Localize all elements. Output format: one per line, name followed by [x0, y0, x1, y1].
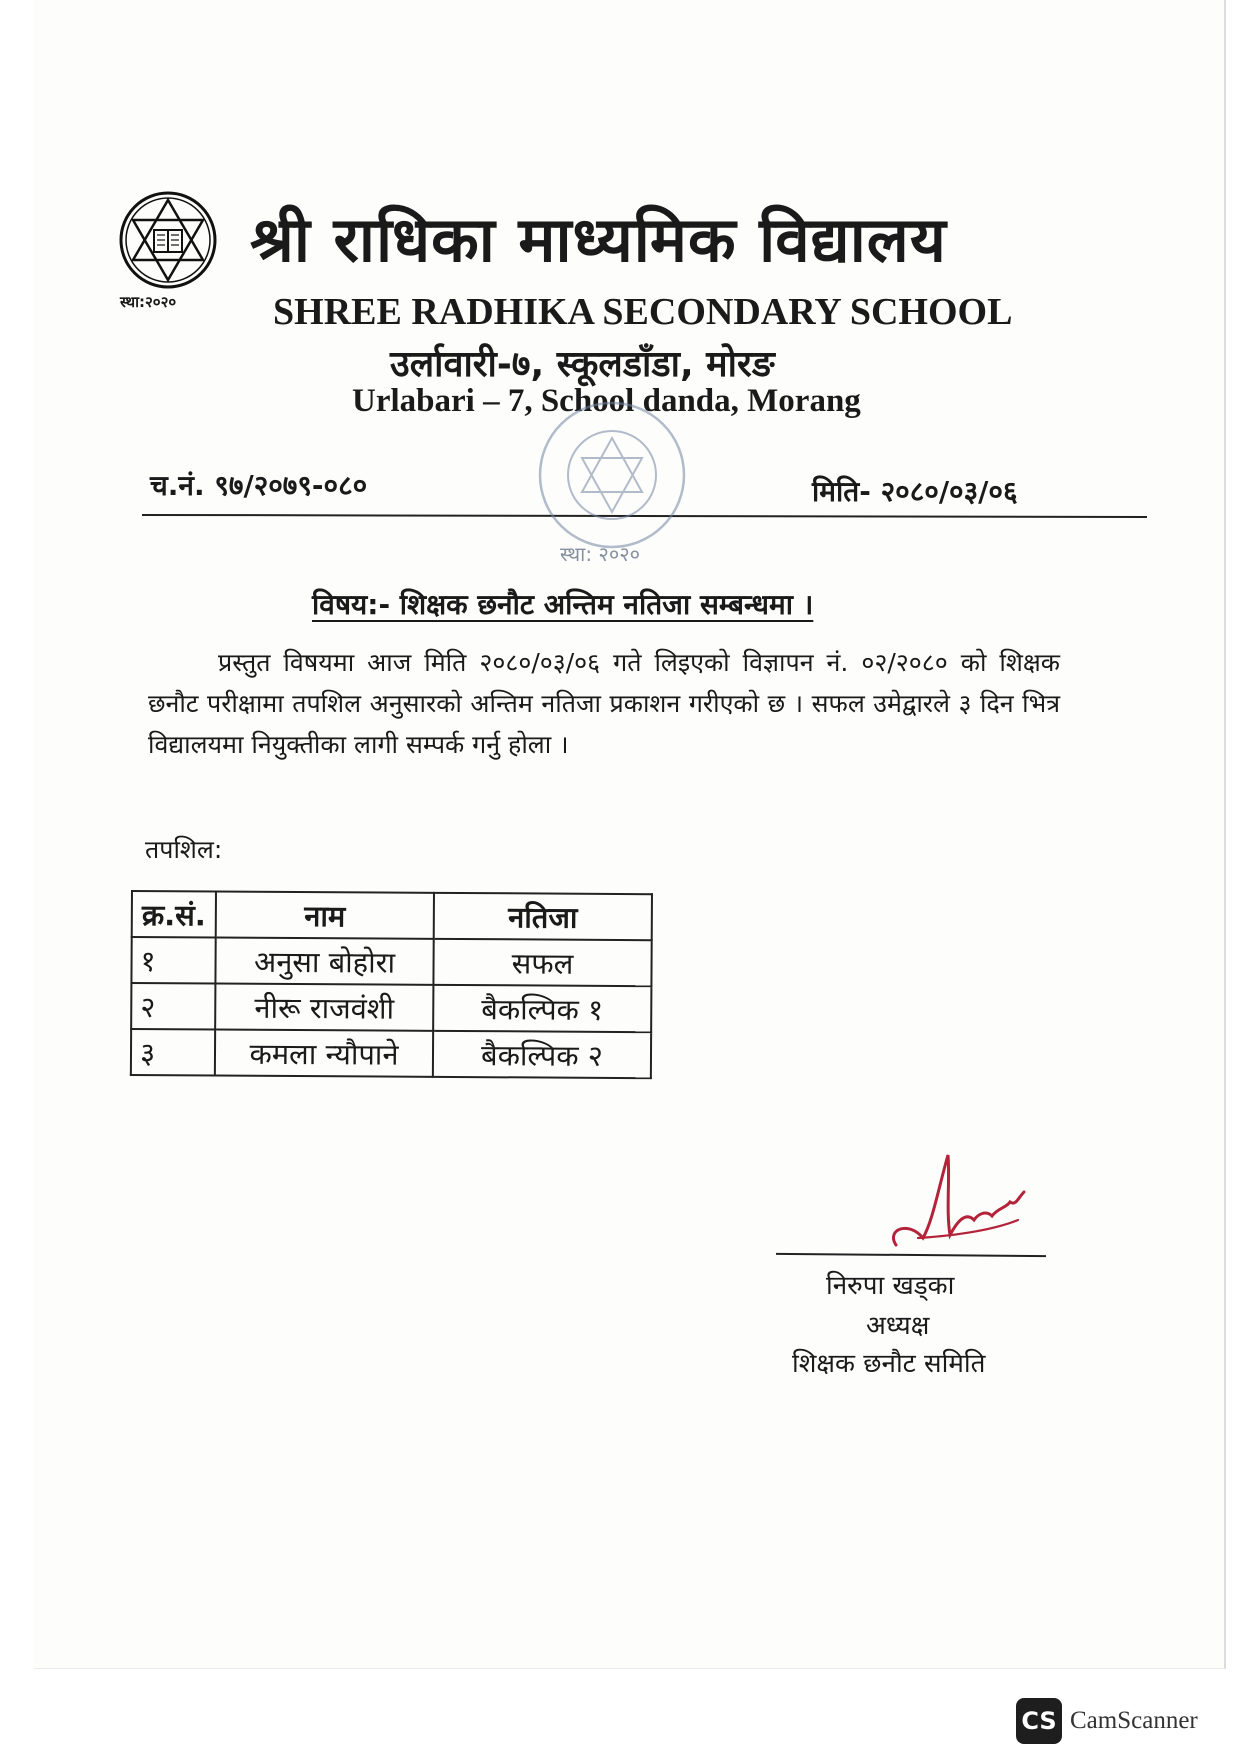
result-cell: बैकल्पिक १	[433, 985, 651, 1032]
signature-icon	[878, 1150, 1028, 1260]
name-cell: कमला न्यौपाने	[215, 1030, 433, 1077]
result-cell: बैकल्पिक २	[433, 1031, 651, 1078]
school-logo-icon	[118, 190, 218, 290]
name-cell: नीरू राजवंशी	[215, 984, 433, 1031]
name-cell: अनुसा बोहोरा	[215, 938, 433, 985]
serial-cell: १	[131, 937, 215, 984]
column-header-name: नाम	[216, 892, 434, 939]
address-nepali: उर्लावारी-७, स्कूलडाँडा, मोरङ	[390, 344, 775, 385]
signatory-role: अध्यक्ष	[866, 1311, 930, 1341]
signatory-name: निरुपा खड्का	[826, 1271, 955, 1301]
table-row	[131, 937, 651, 986]
camscanner-logo-icon: CS	[1016, 1698, 1062, 1744]
serial-cell: ३	[131, 1029, 215, 1076]
logo-established-year: स्था:२०२०	[120, 293, 177, 311]
letter-subject: विषय:- शिक्षक छनौट अन्तिम नतिजा सम्बन्धमा ।	[312, 588, 814, 621]
stamp-year: स्था: २०२०	[560, 542, 641, 566]
column-header-result: नतिजा	[434, 893, 652, 940]
school-name-nepali: श्री राधिका माध्यमिक विद्यालय	[250, 203, 947, 276]
letter-body: प्रस्तुत विषयमा आज मिति २०८०/०३/०६ गते लिइएको विज्ञापन नं. ०२/२०८० को शिक्षक छनौट परीक्षामा तपशिल अनुसारको अन्तिम नतिजा प्रकाशन गरीएको छ । सफल उमेद्वारले ३ दिन भित्र विद्यालयमा नियुक्तीका लागी सम्पर्क गर्नु होला ।	[148, 648, 1060, 759]
table-row	[131, 983, 651, 1032]
result-cell: सफल	[433, 939, 651, 986]
reference-number: च.नं. ९७/२०७९-०८०	[150, 469, 368, 502]
signatory-committee: शिक्षक छनौट समिति	[792, 1349, 986, 1379]
school-name-english: SHREE RADHIKA SECONDARY SCHOOL	[273, 291, 1013, 333]
table-row	[131, 1029, 651, 1078]
results-table	[130, 890, 653, 1079]
address-english: Urlabari – 7, School danda, Morang	[352, 383, 861, 419]
table-header-row	[132, 891, 652, 940]
camscanner-watermark: CamScanner	[1070, 1707, 1198, 1734]
details-label: तपशिल:	[145, 835, 223, 864]
serial-cell: २	[131, 983, 215, 1030]
column-header-serial: क्र.सं.	[132, 891, 216, 938]
letter-date: मिति- २०८०/०३/०६	[812, 475, 1018, 508]
